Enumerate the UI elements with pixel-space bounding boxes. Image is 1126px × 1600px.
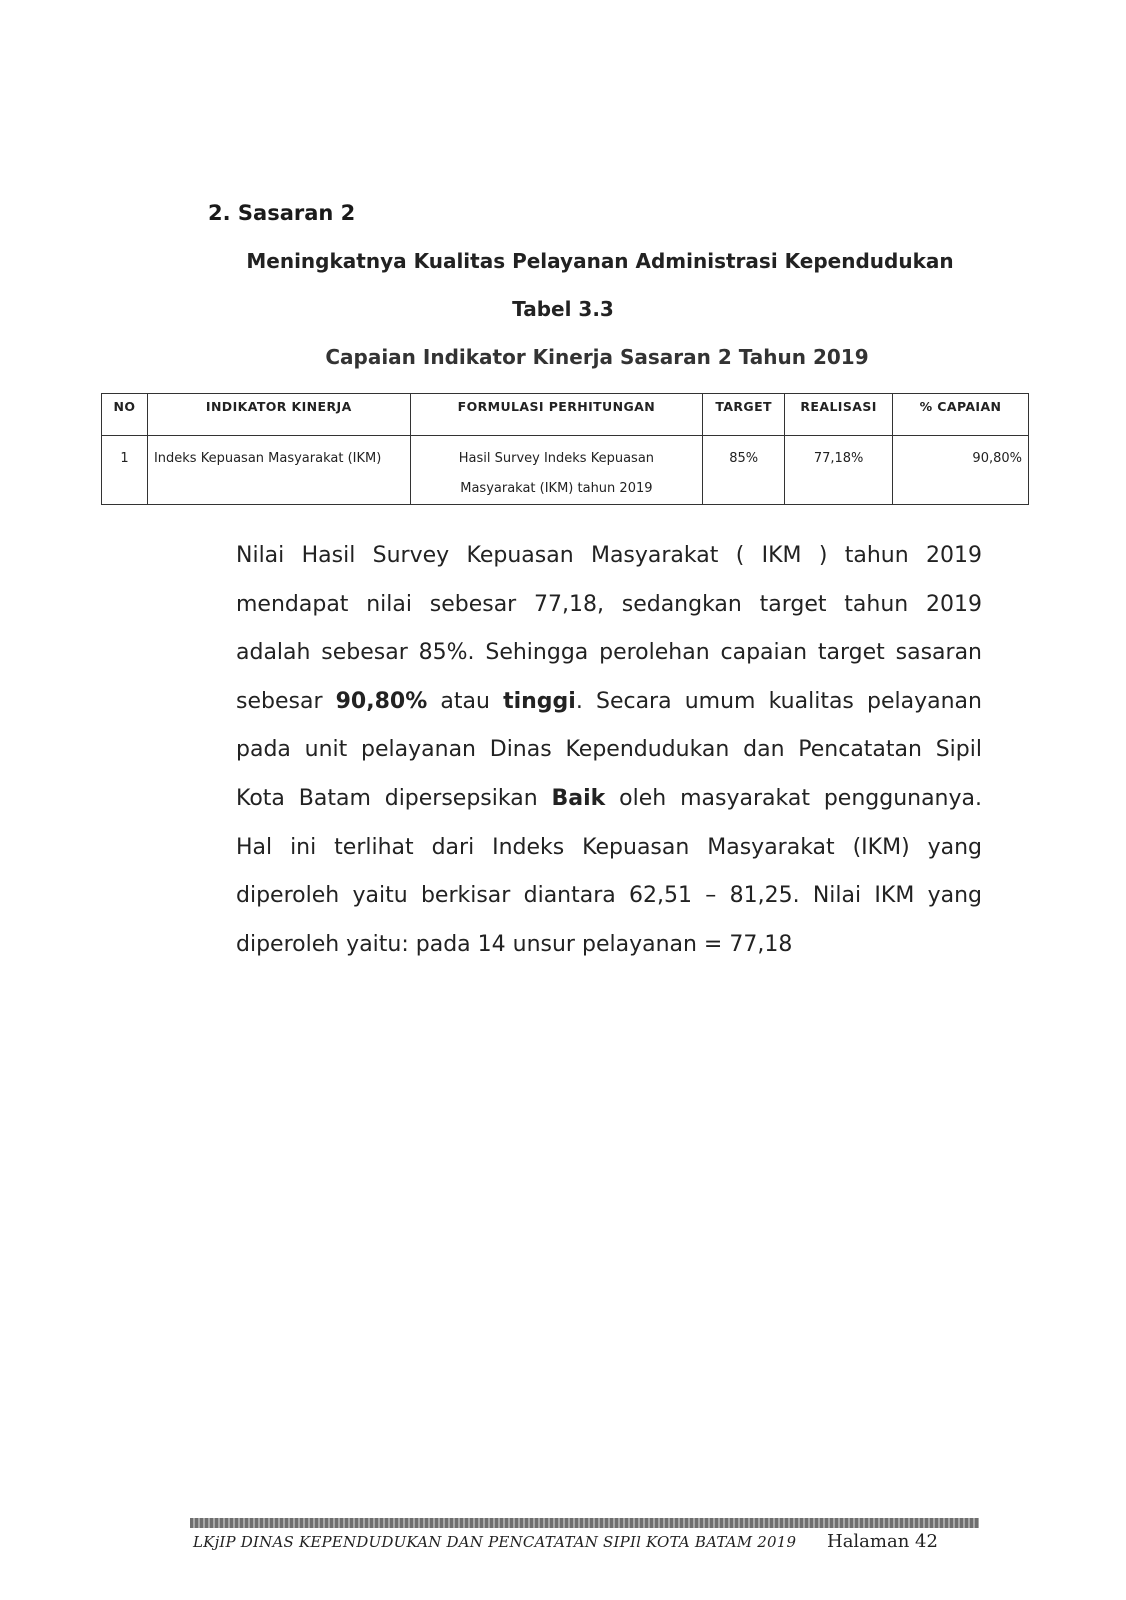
paragraph-text: oleh masyarakat penggunanya. Hal ini terlihat dari Indeks Kepuasan Masyarakat (IKM) yang diperoleh yaitu berkisar diantara 62,51 – 81,25. Nilai IKM yang diperoleh yaitu: pada 14 unsur pelayanan = 77,18 bbox=[236, 785, 982, 957]
cell-formulasi bbox=[410, 436, 703, 505]
cell-realisasi: 77,18% bbox=[785, 436, 893, 505]
table-row bbox=[102, 436, 1029, 505]
footer-document-title: LKjIP DINAS KEPENDUDUKAN DAN PENCATATAN SIPIl KOTA BATAM 2019 bbox=[193, 1533, 797, 1551]
page-number: Halaman 42 bbox=[827, 1531, 938, 1552]
formulasi-line-2: Masyarakat (IKM) tahun 2019 bbox=[460, 481, 653, 496]
footer-divider bbox=[190, 1518, 979, 1528]
cell-capaian: 90,80% bbox=[893, 436, 1029, 505]
table-caption: Capaian Indikator Kinerja Sasaran 2 Tahun 2019 bbox=[325, 345, 869, 369]
cell-no: 1 bbox=[102, 436, 148, 505]
rating-tinggi: tinggi bbox=[503, 688, 576, 714]
header-realisasi: REALISASI bbox=[785, 394, 893, 436]
paragraph-text: atau bbox=[427, 688, 504, 714]
table-header-row bbox=[102, 394, 1029, 436]
capaian-value: 90,80% bbox=[335, 688, 428, 714]
kinerja-table bbox=[101, 393, 1029, 505]
table-label: Tabel 3.3 bbox=[512, 297, 614, 321]
header-target: TARGET bbox=[703, 394, 785, 436]
header-no: NO bbox=[102, 394, 148, 436]
header-capaian: % CAPAIAN bbox=[893, 394, 1029, 436]
goal-title: Meningkatnya Kualitas Pelayanan Administrasi Kependudukan bbox=[246, 249, 954, 273]
formulasi-line-1: Hasil Survey Indeks Kepuasan bbox=[458, 451, 655, 466]
paragraph-text: Nilai Hasil Survey Kepuasan Masyarakat ( IKM ) tahun 2019 mendapat nilai sebesar 77,18, sedangkan target tahun 2019 adalah sebesar 85%. Sehingga perolehan capaian target sasaran sebesar bbox=[236, 543, 982, 714]
header-formulasi: FORMULASI PERHITUNGAN bbox=[410, 394, 703, 436]
paragraph-text: . Secara umum kualitas pelayanan pada unit pelayanan Dinas Kependudukan dan Pencatatan Sipil Kota Batam dipersepsikan bbox=[236, 688, 982, 811]
rating-baik: Baik bbox=[551, 785, 606, 811]
section-heading: 2. Sasaran 2 bbox=[208, 201, 356, 225]
cell-target: 85% bbox=[703, 436, 785, 505]
header-indikator: INDIKATOR KINERJA bbox=[147, 394, 410, 436]
cell-indikator: Indeks Kepuasan Masyarakat (IKM) bbox=[147, 436, 410, 505]
body-paragraph bbox=[236, 532, 982, 969]
